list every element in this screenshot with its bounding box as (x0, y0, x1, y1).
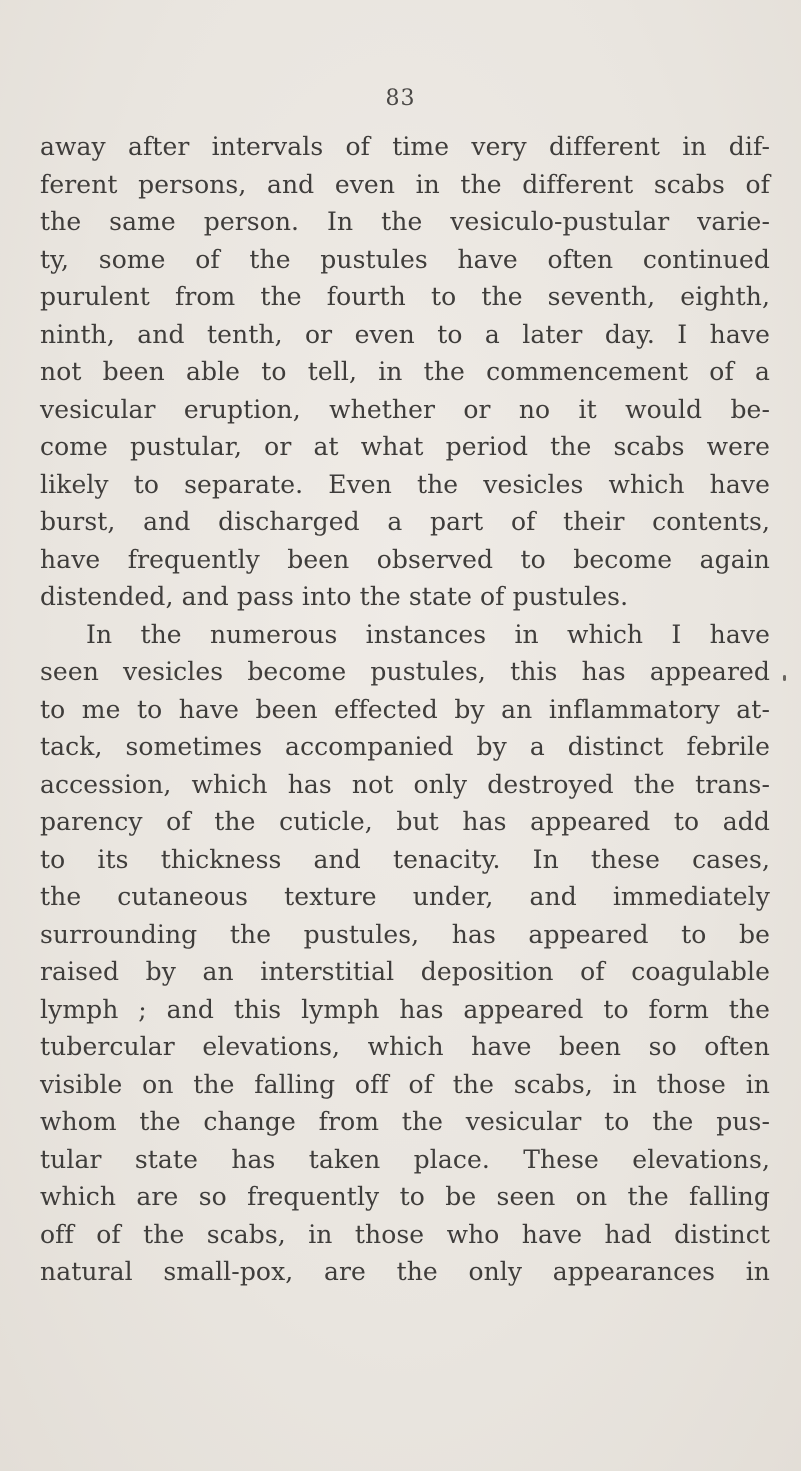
text-line: surrounding the pustules, has appeared to be (40, 919, 770, 949)
text-line: parency of the cuticle, but has appeared to add (40, 807, 770, 836)
text-line: tubercular elevations, which have been so often (40, 1032, 770, 1061)
text-line: the cutaneous texture under, and immediately (40, 882, 770, 911)
text-line: to its thickness and tenacity. In these cases, (40, 844, 770, 874)
text-line: ninth, and tenth, or even to a later day. I have (40, 319, 770, 349)
text-line: burst, and discharged a part of their contents, (40, 507, 770, 536)
paragraph-start-line: In the numerous instances in which I have (86, 619, 770, 649)
text-line: not been able to tell, in the commencement of a (40, 357, 770, 386)
text-line: purulent from the fourth to the seventh, eighth, (40, 282, 770, 311)
text-line: come pustular, or at what period the scabs were (40, 432, 770, 461)
text-line: accession, which has not only destroyed the trans- (40, 769, 770, 799)
text-line: ty, some of the pustules have often continued (40, 244, 770, 274)
ink-speck (783, 675, 786, 681)
text-line: tack, sometimes accompanied by a distinct febrile (40, 732, 770, 761)
page-number: 83 (385, 86, 416, 111)
text-line: vesicular eruption, whether or no it would be- (40, 394, 770, 424)
text-line: whom the change from the vesicular to the pus- (40, 1107, 770, 1136)
text-line: lymph ; and this lymph has appeared to form the (40, 994, 770, 1024)
text-line: tular state has taken place. These elevations, (40, 1144, 770, 1174)
text-line: visible on the falling off of the scabs, in those in (40, 1069, 770, 1099)
text-line: off of the scabs, in those who have had distinct (40, 1219, 770, 1249)
text-line: have frequently been observed to become again (40, 544, 770, 574)
text-line: distended, and pass into the state of pustules. (40, 582, 629, 611)
text-line: raised by an interstitial deposition of coagulable (40, 957, 770, 986)
text-line: ferent persons, and even in the different scabs of (40, 169, 770, 199)
text-line: away after intervals of time very different in dif- (40, 132, 770, 161)
text-line: to me to have been effected by an inflammatory at- (40, 694, 770, 724)
text-line: seen vesicles become pustules, this has appeared (40, 657, 770, 686)
text-line: the same person. In the vesiculo-pustular varie- (40, 207, 770, 236)
body-text (40, 128, 770, 1291)
text-line: likely to separate. Even the vesicles which have (40, 469, 770, 499)
text-line: natural small-pox, are the only appearances in (40, 1257, 770, 1286)
text-line: which are so frequently to be seen on the falling (40, 1182, 770, 1211)
